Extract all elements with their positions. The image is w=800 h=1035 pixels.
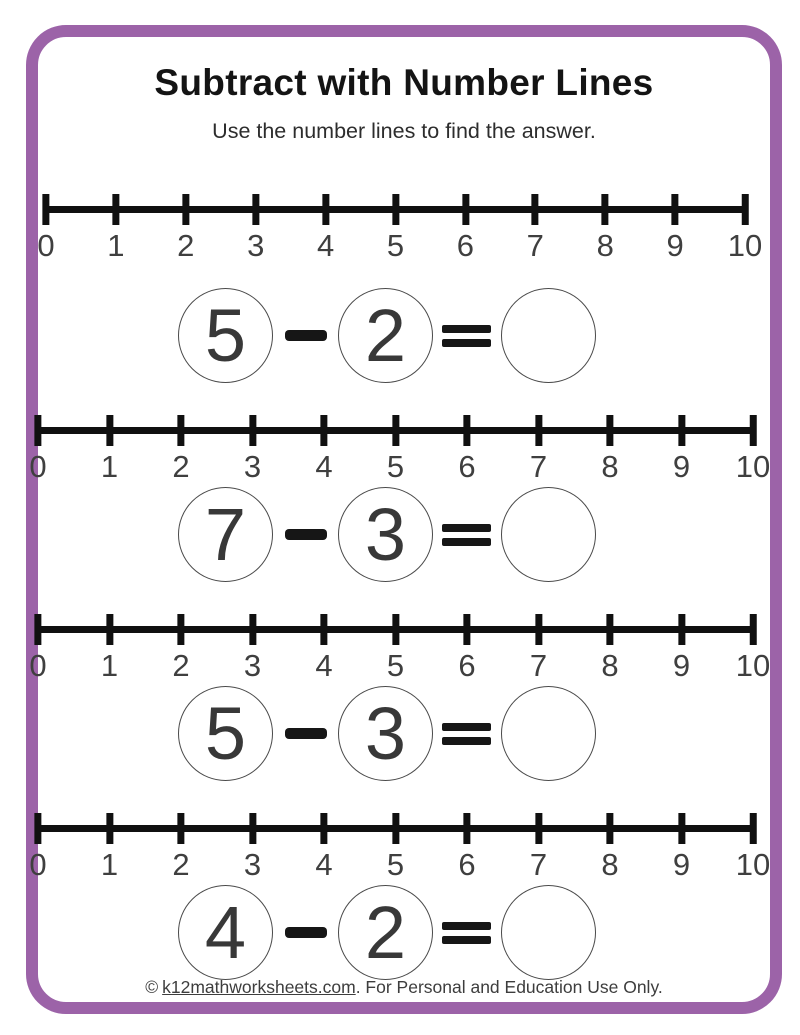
number-line-label: 7	[529, 449, 548, 484]
problem-section-2	[29, 415, 771, 582]
problem-section-1	[38, 194, 770, 383]
number-line-label: 1	[100, 449, 119, 484]
number-line-label: 9	[666, 228, 684, 263]
number-line-label: 0	[37, 228, 55, 263]
tick-mark	[35, 813, 42, 844]
tick-mark	[178, 614, 185, 645]
tick-mark	[462, 194, 469, 225]
tick-mark	[106, 415, 113, 446]
minus-icon	[285, 927, 327, 938]
equation-1	[21, 288, 753, 383]
tick-mark	[535, 614, 542, 645]
number-line-label: 6	[458, 449, 476, 484]
tick-mark	[252, 194, 259, 225]
number-line-label: 5	[386, 648, 405, 683]
number-line-label: 4	[315, 648, 333, 683]
subtrahend-circle	[338, 487, 433, 582]
tick-mark	[741, 194, 748, 225]
number-line-label: 10	[735, 648, 771, 683]
number-line-label: 6	[456, 228, 475, 263]
equation-3	[21, 686, 753, 781]
tick-mark	[392, 194, 399, 225]
tick-mark	[178, 813, 185, 844]
number-line-2	[29, 415, 771, 485]
tick-mark	[678, 813, 685, 844]
minuend-circle	[178, 288, 273, 383]
tick-mark	[182, 194, 189, 225]
number-line-label: 7	[526, 228, 544, 263]
tick-mark	[607, 415, 614, 446]
tick-mark	[321, 813, 328, 844]
tick-mark	[678, 614, 685, 645]
equals-bar	[442, 922, 491, 930]
subtrahend-circle	[338, 686, 433, 781]
tick-mark	[672, 194, 679, 225]
minuend-circle	[178, 686, 273, 781]
number-line-label: 4	[315, 847, 333, 882]
tick-mark	[35, 415, 42, 446]
equals-icon	[442, 922, 491, 944]
subtrahend-value: 2	[364, 293, 407, 377]
tick-mark	[321, 614, 328, 645]
minus-icon	[285, 728, 327, 739]
number-line-label: 10	[735, 847, 771, 882]
tick-mark	[321, 415, 328, 446]
number-line-label: 6	[458, 648, 476, 683]
tick-mark	[249, 614, 256, 645]
worksheet-card	[26, 25, 782, 1014]
subtrahend-value: 3	[364, 492, 407, 576]
number-line-label: 8	[601, 449, 619, 484]
equals-bar	[442, 325, 491, 333]
number-line-label: 5	[386, 449, 405, 484]
number-line-label: 2	[172, 449, 190, 484]
page-subtitle: Use the number lines to find the answer.	[212, 119, 596, 143]
number-line-label: 6	[458, 847, 476, 882]
number-line-label: 1	[100, 648, 119, 683]
tick-mark	[392, 614, 399, 645]
tick-mark	[749, 813, 756, 844]
tick-mark	[392, 813, 399, 844]
tick-mark	[607, 614, 614, 645]
tick-mark	[178, 415, 185, 446]
number-line-label: 5	[386, 228, 405, 263]
number-line-label: 1	[107, 228, 125, 263]
equals-icon	[442, 723, 491, 745]
number-line-label: 7	[529, 847, 548, 882]
tick-mark	[607, 813, 614, 844]
equation-2	[21, 487, 753, 582]
number-line-label: 0	[29, 847, 47, 882]
page-title: Subtract with Number Lines	[154, 62, 654, 103]
tick-mark	[464, 614, 471, 645]
minuend-value: 4	[204, 890, 247, 974]
tick-mark	[464, 415, 471, 446]
number-line-3	[29, 614, 771, 684]
equals-bar	[442, 339, 491, 347]
number-line-label: 3	[247, 228, 265, 263]
number-line-label: 2	[172, 648, 190, 683]
tick-mark	[35, 614, 42, 645]
equals-icon	[442, 325, 491, 347]
equals-bar	[442, 723, 491, 731]
minus-icon	[285, 529, 327, 540]
number-line-label: 3	[243, 449, 262, 484]
subtrahend-circle	[338, 288, 433, 383]
tick-mark	[249, 813, 256, 844]
equals-bar	[442, 737, 491, 745]
tick-mark	[678, 415, 685, 446]
number-line-label: 8	[601, 847, 619, 882]
minuend-value: 5	[204, 293, 247, 377]
number-line-label: 9	[672, 648, 691, 683]
subtrahend-value: 2	[364, 890, 407, 974]
number-line-label: 2	[172, 847, 190, 882]
tick-mark	[749, 614, 756, 645]
footer-link[interactable]: k12mathworksheets.com	[162, 977, 356, 997]
minus-icon	[285, 330, 327, 341]
number-line-label: 0	[29, 449, 47, 484]
number-line-4	[29, 813, 771, 883]
tick-mark	[43, 194, 50, 225]
tick-mark	[535, 415, 542, 446]
problem-section-3	[29, 614, 771, 781]
tick-mark	[392, 415, 399, 446]
minuend-value: 7	[204, 492, 247, 576]
footer	[38, 977, 770, 998]
tick-mark	[532, 194, 539, 225]
number-line-label: 7	[529, 648, 548, 683]
answer-circle[interactable]	[501, 885, 596, 980]
equals-bar	[442, 524, 491, 532]
tick-mark	[602, 194, 609, 225]
tick-mark	[749, 415, 756, 446]
number-line-label: 0	[29, 648, 47, 683]
subtrahend-value: 3	[364, 691, 407, 775]
answer-circle[interactable]	[501, 487, 596, 582]
number-line-label: 5	[386, 847, 405, 882]
number-line-1	[37, 194, 763, 264]
tick-mark	[106, 614, 113, 645]
number-line-label: 10	[727, 228, 763, 263]
footer-suffix: . For Personal and Education Use Only.	[355, 977, 663, 997]
answer-circle[interactable]	[501, 686, 596, 781]
tick-mark	[112, 194, 119, 225]
number-line-label: 2	[177, 228, 195, 263]
minuend-circle	[178, 885, 273, 980]
tick-mark	[464, 813, 471, 844]
minuend-value: 5	[204, 691, 247, 775]
tick-mark	[535, 813, 542, 844]
number-line-label: 1	[100, 847, 119, 882]
equals-icon	[442, 524, 491, 546]
number-line-label: 10	[735, 449, 771, 484]
copyright-symbol: ©	[145, 977, 159, 997]
tick-mark	[249, 415, 256, 446]
tick-mark	[106, 813, 113, 844]
number-line-label: 8	[601, 648, 619, 683]
number-line-label: 4	[316, 228, 335, 263]
number-line-label: 8	[596, 228, 614, 263]
problem-section-4	[29, 813, 771, 980]
number-line-label: 9	[672, 449, 691, 484]
subtrahend-circle	[338, 885, 433, 980]
equals-bar	[442, 538, 491, 546]
tick-mark	[322, 194, 329, 225]
equals-bar	[442, 936, 491, 944]
number-line-label: 3	[243, 648, 262, 683]
answer-circle[interactable]	[501, 288, 596, 383]
number-line-label: 9	[672, 847, 691, 882]
equation-4	[21, 885, 753, 980]
number-line-label: 3	[243, 847, 262, 882]
minuend-circle	[178, 487, 273, 582]
number-line-label: 4	[315, 449, 333, 484]
